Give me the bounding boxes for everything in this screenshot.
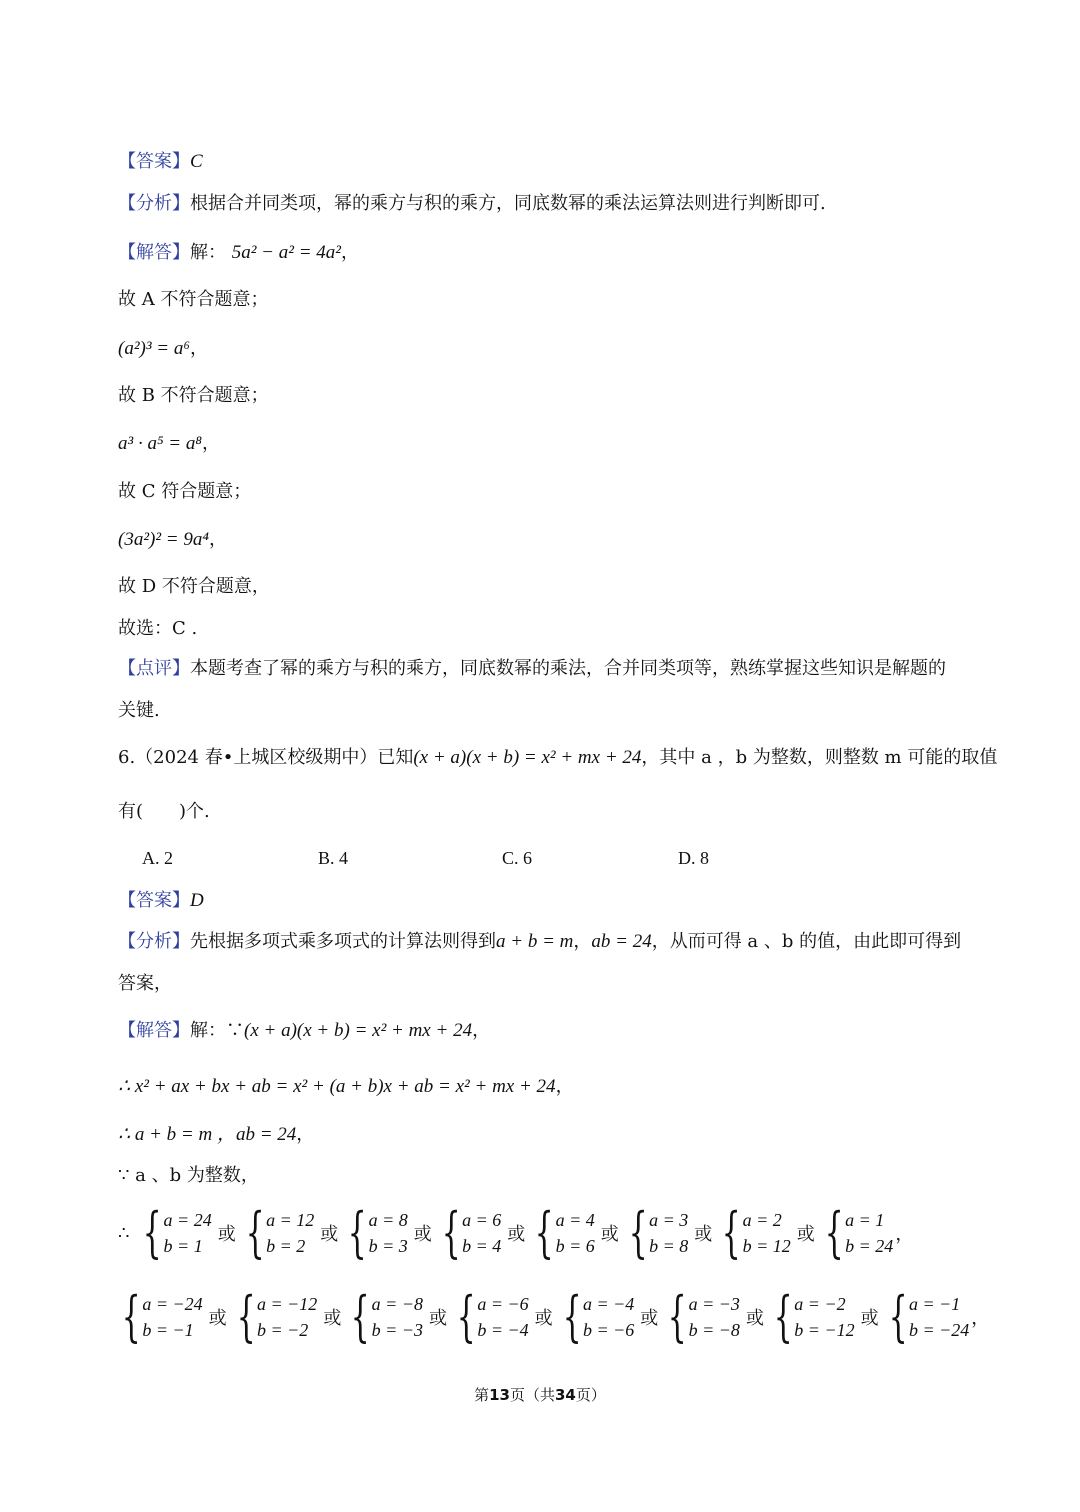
q6-stem-eq: (x + a)(x + b) = x² + mx + 24	[413, 747, 642, 768]
q6-analysis-pre: 先根据多项式乘多项式的计算法则得到	[190, 931, 496, 952]
q6-s3-line	[118, 1122, 314, 1148]
equation-b: b = −8	[688, 1320, 740, 1340]
q6-s2: ∴ x² + ax + bx + ab = x² + (a + b)x + ab = x² + mx + 24	[118, 1076, 556, 1097]
q6-s1: (x + a)(x + b) = x² + mx + 24	[244, 1020, 473, 1041]
equation-b: b = −12	[794, 1320, 855, 1340]
equation-pair	[794, 1291, 854, 1343]
q6-answer-line	[118, 888, 204, 914]
left-brace: {	[236, 1285, 256, 1348]
equation-system	[559, 1285, 635, 1348]
q6-stem-line1	[118, 745, 997, 771]
left-brace: {	[441, 1201, 461, 1264]
equation-pair	[266, 1207, 314, 1259]
q6-analysis-eq1: a + b = m	[496, 931, 574, 952]
equation-a: a = 24	[163, 1210, 212, 1230]
equation-system	[242, 1201, 315, 1264]
q6-answer-value: D	[190, 890, 204, 911]
equation-system	[718, 1201, 791, 1264]
equation-pair	[372, 1291, 423, 1343]
q5-comment-line	[118, 656, 946, 682]
q6-s4: ∵ a 、b 为整数，	[118, 1165, 259, 1186]
q5-choice: 故选：C .	[118, 618, 198, 639]
equation-pair	[462, 1207, 501, 1259]
equation-a: a = −12	[257, 1294, 318, 1314]
footer-mid: 页（共	[509, 1386, 555, 1404]
equation-pair	[583, 1291, 634, 1343]
option-d: D. 8	[678, 848, 709, 868]
equation-b: b = −3	[371, 1320, 423, 1340]
left-brace: {	[628, 1201, 648, 1264]
equation-system	[453, 1285, 529, 1348]
equation-pair	[649, 1207, 688, 1259]
or-word: 或	[413, 1224, 432, 1245]
equation-b: b = −2	[257, 1320, 309, 1340]
equation-pair	[142, 1291, 202, 1343]
equation-pair	[909, 1291, 969, 1343]
q6-analysis-eq2: ab = 24	[591, 931, 652, 952]
q5-eq2: (a²)³ = a⁶	[118, 338, 190, 359]
q6-solution-line	[118, 1018, 490, 1044]
q5-eq4-line	[118, 527, 227, 553]
q6-analysis-line2: 答案，	[118, 973, 172, 994]
equation-pair	[556, 1207, 595, 1259]
equation-a: a = 6	[462, 1210, 502, 1230]
equation-a: a = 8	[368, 1210, 408, 1230]
q6-stem-line2: 有( )个.	[118, 801, 210, 822]
solution-tag: 【解答】	[118, 1020, 190, 1041]
equation-a: a = 1	[845, 1210, 885, 1230]
left-brace: {	[351, 1285, 370, 1348]
equation-pair	[845, 1207, 893, 1259]
equation-a: a = −2	[794, 1294, 846, 1314]
equation-system	[625, 1201, 689, 1264]
equation-pair	[369, 1207, 408, 1259]
q5-answer-line	[118, 149, 203, 175]
equation-a: a = −3	[688, 1294, 740, 1314]
q5-eq3-line	[118, 431, 220, 457]
comma: ，	[208, 529, 227, 550]
equation-a: a = 2	[742, 1210, 782, 1230]
equation-b: b = 3	[368, 1236, 408, 1256]
equation-system	[344, 1201, 408, 1264]
q5-analysis-line	[118, 191, 826, 217]
q6-stem-post: ，其中 a ，b 为整数，则整数 m 可能的取值	[641, 747, 998, 768]
equation-pair	[743, 1207, 791, 1259]
equation-a: a = −1	[908, 1294, 961, 1314]
q5-eq3: a³ · a⁵ = a⁸	[118, 433, 202, 454]
or-word: 或	[534, 1308, 553, 1329]
equation-b: b = 24	[845, 1236, 894, 1256]
equation-a: a = −24	[142, 1294, 203, 1314]
q5-concl-c: 故 C 符合题意；	[118, 481, 252, 502]
option-c: C. 6	[502, 848, 533, 868]
equation-pair	[689, 1291, 740, 1343]
equation-system	[770, 1285, 855, 1348]
footer-post: 页）	[575, 1386, 606, 1404]
page-footer	[0, 1384, 1080, 1405]
q5-concl-d: 故 D 不符合题意，	[118, 576, 270, 597]
comma: ，	[340, 242, 359, 263]
left-brace: {	[121, 1285, 141, 1348]
equation-a: a = 12	[266, 1210, 315, 1230]
equation-b: b = 2	[266, 1236, 306, 1256]
q6-analysis-sep: ，	[573, 931, 592, 952]
or-word: 或	[796, 1224, 815, 1245]
left-brace: {	[668, 1285, 687, 1348]
left-brace: {	[456, 1285, 476, 1348]
or-word: 或	[640, 1308, 659, 1329]
or-word: 或	[217, 1224, 236, 1245]
q5-eq4: (3a²)² = 9a⁴	[118, 529, 209, 550]
equation-a: a = −4	[582, 1294, 635, 1314]
equation-pair	[477, 1291, 528, 1343]
equation-pair	[257, 1291, 317, 1343]
comma: ，	[296, 1124, 315, 1145]
equation-system	[118, 1285, 203, 1348]
left-brace: {	[773, 1285, 793, 1348]
equation-b: b = 4	[462, 1236, 502, 1256]
left-brace: {	[562, 1285, 582, 1348]
or-word: 或	[694, 1224, 713, 1245]
comma: ，	[201, 433, 220, 454]
analysis-tag: 【分析】	[118, 193, 190, 214]
left-brace: {	[245, 1201, 265, 1264]
equation-a: a = 3	[649, 1210, 689, 1230]
equation-b: b = −24	[908, 1320, 970, 1340]
equation-b: b = −1	[142, 1320, 194, 1340]
left-brace: {	[824, 1201, 844, 1264]
answer-tag: 【答案】	[118, 151, 190, 172]
equation-a: a = −8	[371, 1294, 423, 1314]
q5-analysis-text: 根据合并同类项，幂的乘方与积的乘方，同底数幂的乘法运算法则进行判断即可.	[190, 193, 826, 214]
equation-b: b = 6	[555, 1236, 595, 1256]
q6-analysis-line1	[118, 929, 961, 955]
q6-s2-line	[118, 1074, 574, 1100]
equation-system	[438, 1201, 502, 1264]
equation-pair	[164, 1207, 212, 1259]
comma: ，	[472, 1020, 491, 1041]
q5-comment-line2: 关键.	[118, 700, 160, 721]
or-word: 或	[507, 1224, 526, 1245]
or-word: 或	[428, 1308, 447, 1329]
left-brace: {	[888, 1285, 908, 1348]
q5-comment-text: 本题考查了幂的乘方与积的乘方，同底数幂的乘法，合并同类项等，熟练掌握这些知识是解题的	[190, 658, 946, 679]
or-word: 或	[600, 1224, 619, 1245]
q6-solution-prefix: 解：∵	[190, 1020, 244, 1041]
comma: ，	[189, 338, 208, 359]
equation-system	[664, 1285, 740, 1348]
q6-s3: ∴ a + b = m ，ab = 24	[118, 1124, 297, 1145]
left-brace: {	[534, 1201, 554, 1264]
or-word: 或	[860, 1308, 879, 1329]
equation-system	[347, 1285, 423, 1348]
q5-solution-line	[118, 240, 359, 266]
option-a: A. 2	[142, 848, 173, 868]
option-b: B. 4	[318, 848, 349, 868]
q6-analysis-post: ，从而可得 a 、b 的值，由此即可得到	[651, 931, 962, 952]
footer-page: 13	[489, 1386, 510, 1404]
equation-system	[233, 1285, 318, 1348]
equation-a: a = −6	[477, 1294, 529, 1314]
therefore-symbol: ∴	[118, 1222, 130, 1244]
equation-a: a = 4	[555, 1210, 595, 1230]
or-word: 或	[208, 1308, 227, 1329]
positive-pairs-row	[118, 1201, 914, 1264]
comma: ，	[971, 1308, 990, 1329]
equation-b: b = −6	[582, 1320, 635, 1340]
left-brace: {	[347, 1201, 367, 1264]
negative-pairs-row	[118, 1285, 990, 1348]
comment-tag: 【点评】	[118, 658, 190, 679]
or-word: 或	[320, 1224, 339, 1245]
equation-b: b = 8	[649, 1236, 689, 1256]
or-word: 或	[745, 1308, 764, 1329]
equation-system	[885, 1285, 970, 1348]
left-brace: {	[722, 1201, 741, 1264]
comma: ，	[895, 1224, 914, 1245]
footer-total: 34	[555, 1386, 576, 1404]
equation-system	[139, 1201, 212, 1264]
or-word: 或	[323, 1308, 342, 1329]
equation-system	[821, 1201, 894, 1264]
q6-s4-line	[118, 1163, 259, 1189]
q5-eq2-line	[118, 336, 208, 362]
equation-b: b = 12	[742, 1236, 791, 1256]
equation-b: b = −4	[477, 1320, 529, 1340]
q6-stem-pre: 6.（2024 春•上城区校级期中）已知	[118, 747, 414, 768]
analysis-tag: 【分析】	[118, 931, 190, 952]
q5-concl-a: 故 A 不符合题意；	[118, 289, 269, 310]
q5-solution-prefix: 解：	[190, 242, 226, 263]
comma: ，	[555, 1076, 574, 1097]
q5-eq1: 5a² − a² = 4a²	[231, 242, 341, 263]
q5-concl-b: 故 B 不符合题意；	[118, 385, 269, 406]
q5-answer-value: C	[190, 151, 203, 172]
footer-pre: 第	[474, 1386, 490, 1404]
answer-tag: 【答案】	[118, 890, 190, 911]
solution-tag: 【解答】	[118, 242, 190, 263]
equation-b: b = 1	[163, 1236, 203, 1256]
left-brace: {	[142, 1201, 162, 1264]
equation-system	[531, 1201, 595, 1264]
